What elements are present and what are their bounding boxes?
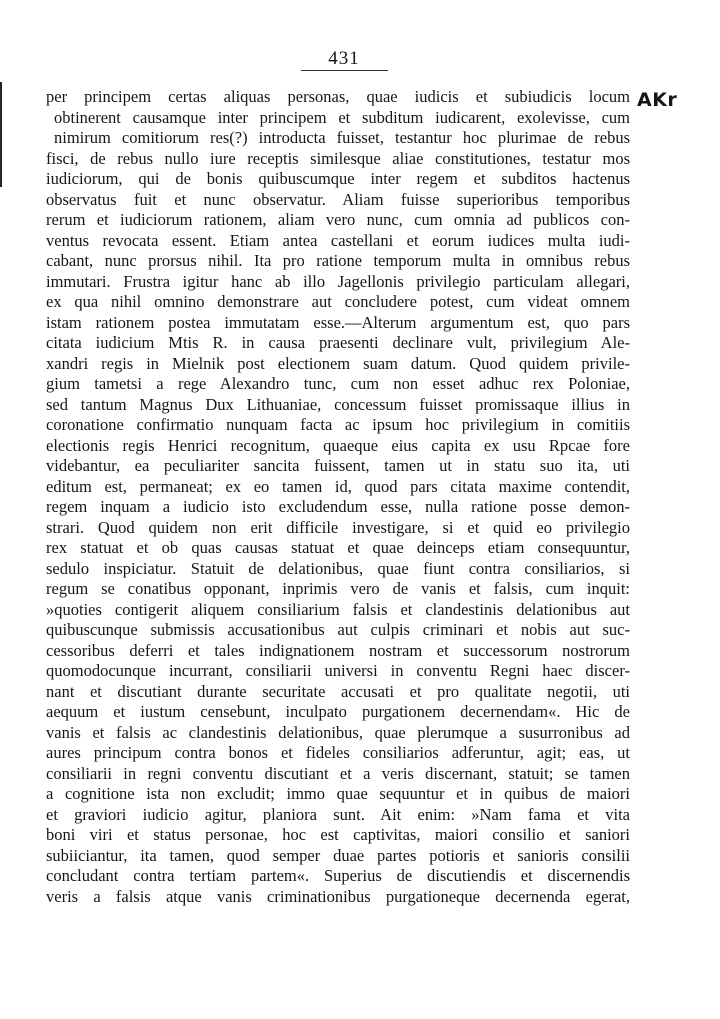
text-line: observatus fuit et nunc observatur. Aliam fuisse superioribus temporibus: [46, 189, 630, 209]
text-line: aequum et iustum censebunt, inculpato purgationem decernendam«. Hic de: [46, 702, 630, 721]
text-line: boni viri et status personae, hoc est captivitas, maiori consilio et saniori: [46, 825, 630, 844]
text-line: regum se conatibus opponant, inprimis vero de vanis et falsis, cum inquit:: [46, 579, 630, 598]
text-line: consiliarii in regni conventu discutiant et a veris discernant, statuit; se tamen: [46, 763, 630, 783]
text-line: ex qua nihil omnino demonstrare aut concludere potest, cum videat omnem: [46, 292, 630, 311]
text-line: nant et discutiant durante securitate accusati et pro qualitate negotii, uti: [46, 681, 630, 701]
text-line: aures principum contra bonos et fideles consiliarios adferuntur, agit; eas, ut: [46, 743, 630, 762]
text-line: cabant, nunc prorsus nihil. Ita pro ratione temporum multa in omnibus rebus: [46, 251, 630, 270]
text-line: nimirum comitiorum res(?) introducta fuisset, testantur hoc plurimae de rebus: [54, 128, 630, 147]
text-line: per principem certas aliquas personas, quae iudicis et subiudicis locum: [46, 87, 630, 106]
text-line: sedulo inspiciatur. Statuit de delationibus, quae fiunt contra consiliarios, si: [46, 558, 630, 578]
text-line: subiiciantur, ita tamen, quod semper duae partes potioris et sanioris consilii: [46, 845, 630, 865]
text-line: xandri regis in Mielnik post electionem suam datum. Quod quidem privile-: [46, 353, 630, 373]
text-line: videbantur, ea peculiariter sancita fuissent, tamen ut in statu suo ita, uti: [46, 456, 630, 475]
text-line: et graviori iudicio agitur, planiora sunt. Ait enim: »Nam fama et vita: [46, 804, 630, 824]
text-line: fisci, de rebus nullo iure receptis similesque aliae constitutiones, testatur mos: [46, 148, 630, 168]
page-number: 431: [328, 48, 360, 69]
text-line: ventus revocata essent. Etiam antea castellani et eorum iudices multa iudi-: [46, 230, 630, 250]
text-line: quibuscunque submissis accusationibus aut culpis criminari et nobis aut suc-: [46, 620, 630, 639]
text-line: cessoribus deferri et tales indignationem nostram et successorum nostrorum: [46, 640, 630, 660]
text-line: concludant contra tertiam partem«. Superius de discutiendis et discernendis: [46, 866, 630, 885]
text-line: editum est, permaneat; ex eo tamen id, quod pars citata maxime contendit,: [46, 476, 630, 496]
text-line: citata iudicium Mtis R. in causa praesenti declinare vult, privilegium Ale-: [46, 333, 630, 352]
text-line: gium tametsi a rege Alexandro tunc, cum non esset adhuc rex Poloniae,: [46, 374, 630, 393]
text-line: iudiciorum, qui de bonis quibuscumque inter regem et subditos hactenus: [46, 169, 630, 188]
text-line: vanis et falsis ac clandestinis delationibus, quae plerumque a susurronibus ad: [46, 722, 630, 742]
text-line: coronatione confirmatio nunquam facta ac ipsum hoc privilegium in comitiis: [46, 415, 630, 434]
text-line: sed tantum Magnus Dux Lithuaniae, concessum fuisset promissaque illius in: [46, 394, 630, 414]
text-line: veris a falsis atque vanis criminationibus purgationeque decernenda egerat,: [46, 886, 630, 906]
margin-note: AKr: [637, 89, 678, 111]
text-line: rerum et iudiciorum rationem, aliam vero nunc, cum omnia ad publicos con-: [46, 210, 630, 229]
text-line: strari. Quod quidem non erit difficile investigare, si et quid eo privilegio: [46, 517, 630, 537]
text-line: quomodocunque incurrant, consiliarii universi in conventu Regni haec discer-: [46, 661, 630, 680]
text-line: »quoties contigerit aliquem consiliarium falsis et clandestinis delationibus aut: [46, 599, 630, 619]
body-text: [46, 87, 630, 907]
text-line: istam rationem postea immutatam esse.—Alterum argumentum est, quo pars: [46, 312, 630, 332]
page-number-rule: [301, 70, 388, 71]
text-line: immutari. Frustra igitur hanc ab illo Jagellonis privilegio particulam allegari,: [46, 271, 630, 291]
text-line: rex statuat et ob quas causas statuat et quae deinceps etiam consequuntur,: [46, 538, 630, 557]
text-line: electionis regis Henrici recognitum, quaeque eius capita ex usu Rpcae fore: [46, 435, 630, 455]
scan-edge-mark: [0, 82, 2, 187]
text-line: obtinerent causamque inter principem et subditum iudicarent, exolevisse, cum: [54, 107, 630, 127]
text-line: a cognitione ista non excludit; immo quae sequuntur et in quibus de maiori: [46, 784, 630, 803]
text-line: regem inquam a iudicio isto excludendum esse, nulla ratione posse demon-: [46, 497, 630, 516]
